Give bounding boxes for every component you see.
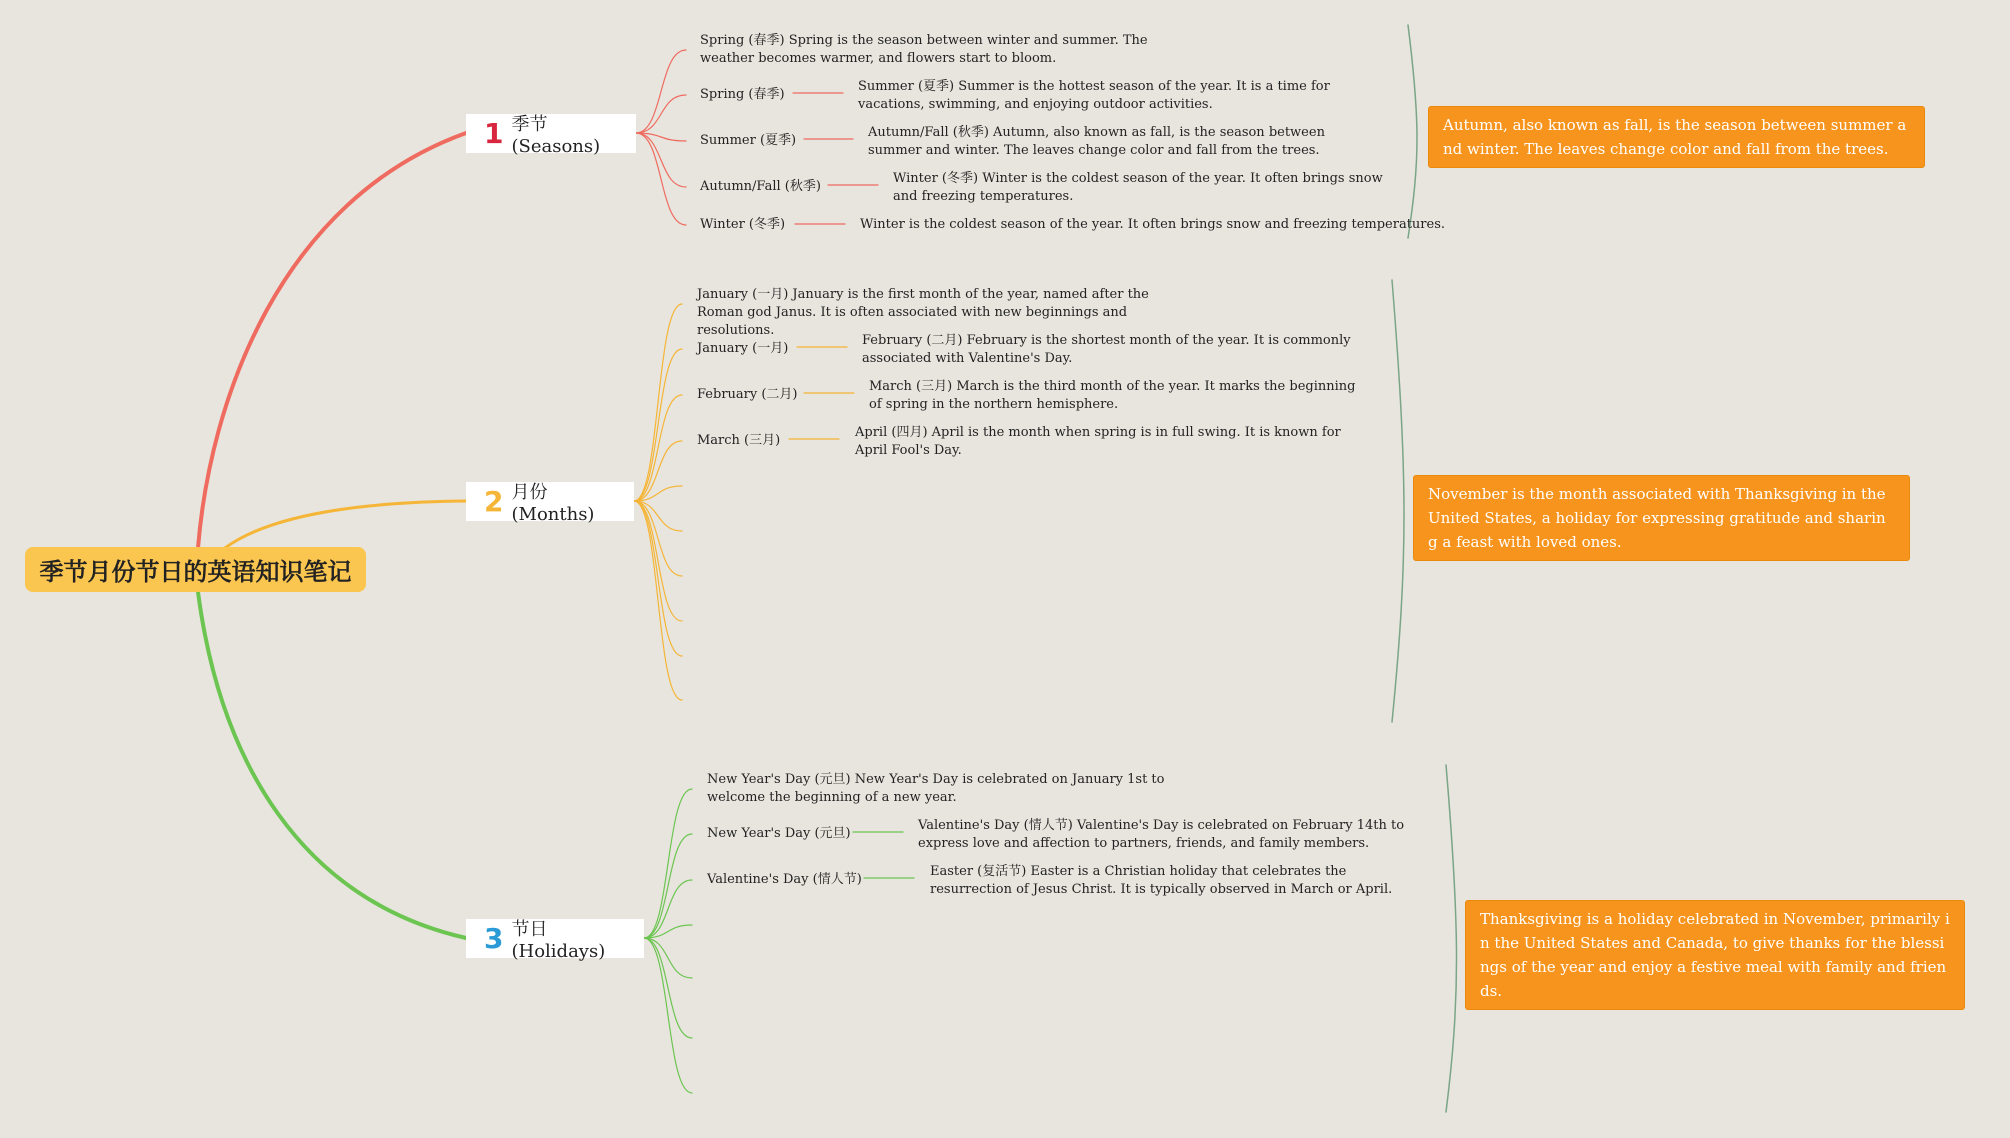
- link-months-child-2: [634, 395, 682, 501]
- months-item-february[interactable]: February (二月): [697, 387, 798, 402]
- link-holidays-child-6: [644, 938, 692, 1093]
- root-topic[interactable]: 季节月份节日的英语知识笔记: [25, 547, 366, 592]
- holidays-item-newyear[interactable]: New Year's Day (元旦): [707, 826, 851, 841]
- branch-holidays[interactable]: [466, 919, 644, 962]
- seasons-item-spring-note[interactable]: Spring (春季) Spring is the season between winter and summer. The weather becomes warmer, and flowers start to bloom.: [700, 33, 1148, 66]
- link-holidays-child-4: [644, 938, 692, 978]
- months-item-march[interactable]: March (三月): [697, 433, 781, 448]
- months-item-january-note[interactable]: January (一月) January is the first month of the year, named after the Roman god Janus. It is often associated with new beginnings and resolutions.: [697, 287, 1149, 338]
- link-root-seasons: [198, 133, 466, 548]
- months-detail-march[interactable]: March (三月) March is the third month of the year. It marks the beginning of spring in the northern hemisphere.: [869, 379, 1356, 412]
- link-holidays-child-1: [644, 834, 692, 938]
- branch-label: 月份 (Months): [511, 482, 595, 525]
- link-holidays-child-5: [644, 938, 692, 1038]
- holidays-callout[interactable]: Thanksgiving is a holiday celebrated in November, primarily in the United States and Canada, to give thanks for the blessings of the year and enjoy a festive meal with family and friends.: [1465, 900, 1965, 1010]
- branch-number: 2: [484, 484, 504, 518]
- link-root-months: [225, 501, 466, 548]
- summary-bracket-seasons: [1408, 25, 1417, 238]
- months-detail-february[interactable]: February (二月) February is the shortest month of the year. It is commonly associated with Valentine's Day.: [862, 333, 1351, 366]
- branch-seasons[interactable]: [466, 114, 636, 157]
- months-callout[interactable]: November is the month associated with Thanksgiving in the United States, a holiday for expressing gratitude and sharing a feast with loved ones.: [1413, 475, 1910, 561]
- holidays-item-newyear-note[interactable]: New Year's Day (元旦) New Year's Day is celebrated on January 1st to welcome the beginning of a new year.: [707, 772, 1165, 805]
- seasons-item-autumn[interactable]: Autumn/Fall (秋季): [700, 179, 821, 194]
- link-months-child-6: [634, 501, 682, 576]
- seasons-detail-autumn[interactable]: Autumn/Fall (秋季) Autumn, also known as fall, is the season between summer and winter. The leaves change color and fall from the trees.: [868, 125, 1325, 158]
- link-seasons-child-1: [636, 95, 686, 133]
- link-months-child-8: [634, 501, 682, 656]
- holidays-detail-easter[interactable]: Easter (复活节) Easter is a Christian holiday that celebrates the resurrection of Jesus Christ. It is typically observed in March or April.: [930, 864, 1393, 897]
- seasons-callout[interactable]: Autumn, also known as fall, is the season between summer and winter. The leaves change color and fall from the trees.: [1428, 106, 1925, 168]
- link-months-child-1: [634, 349, 682, 501]
- branch-number: 1: [484, 116, 504, 150]
- branch-months[interactable]: [466, 482, 634, 525]
- summary-bracket-holidays: [1446, 765, 1457, 1112]
- seasons-item-winter[interactable]: Winter (冬季): [700, 217, 786, 232]
- branch-label: 节日 (Holidays): [511, 919, 606, 962]
- summary-bracket-months: [1392, 280, 1404, 722]
- months-item-january[interactable]: January (一月): [697, 341, 789, 356]
- link-months-child-9: [634, 501, 682, 700]
- link-seasons-child-0: [636, 50, 686, 133]
- seasons-detail-summer[interactable]: Summer (夏季) Summer is the hottest season of the year. It is a time for vacations, swimming, and enjoying outdoor activities.: [858, 79, 1330, 112]
- months-detail-april[interactable]: April (四月) April is the month when spring is in full swing. It is known for April Fool's Day.: [855, 425, 1341, 458]
- link-holidays-child-0: [644, 789, 692, 938]
- branch-number: 3: [484, 921, 504, 955]
- link-root-holidays: [198, 592, 466, 938]
- holidays-item-valentine[interactable]: Valentine's Day (情人节): [707, 872, 862, 887]
- seasons-detail-winter[interactable]: Winter (冬季) Winter is the coldest season of the year. It often brings snow and freezing temperatures.: [893, 171, 1383, 204]
- seasons-item-summer[interactable]: Summer (夏季): [700, 133, 797, 148]
- link-seasons-child-4: [636, 133, 686, 225]
- holidays-detail-valentine[interactable]: Valentine's Day (情人节) Valentine's Day is celebrated on February 14th to express love and affection to partners, friends, and family members.: [918, 818, 1405, 851]
- seasons-detail-winter-2[interactable]: Winter is the coldest season of the year. It often brings snow and freezing temperatures.: [860, 217, 1445, 232]
- branch-label: 季节 (Seasons): [511, 114, 601, 157]
- seasons-item-spring[interactable]: Spring (春季): [700, 87, 785, 102]
